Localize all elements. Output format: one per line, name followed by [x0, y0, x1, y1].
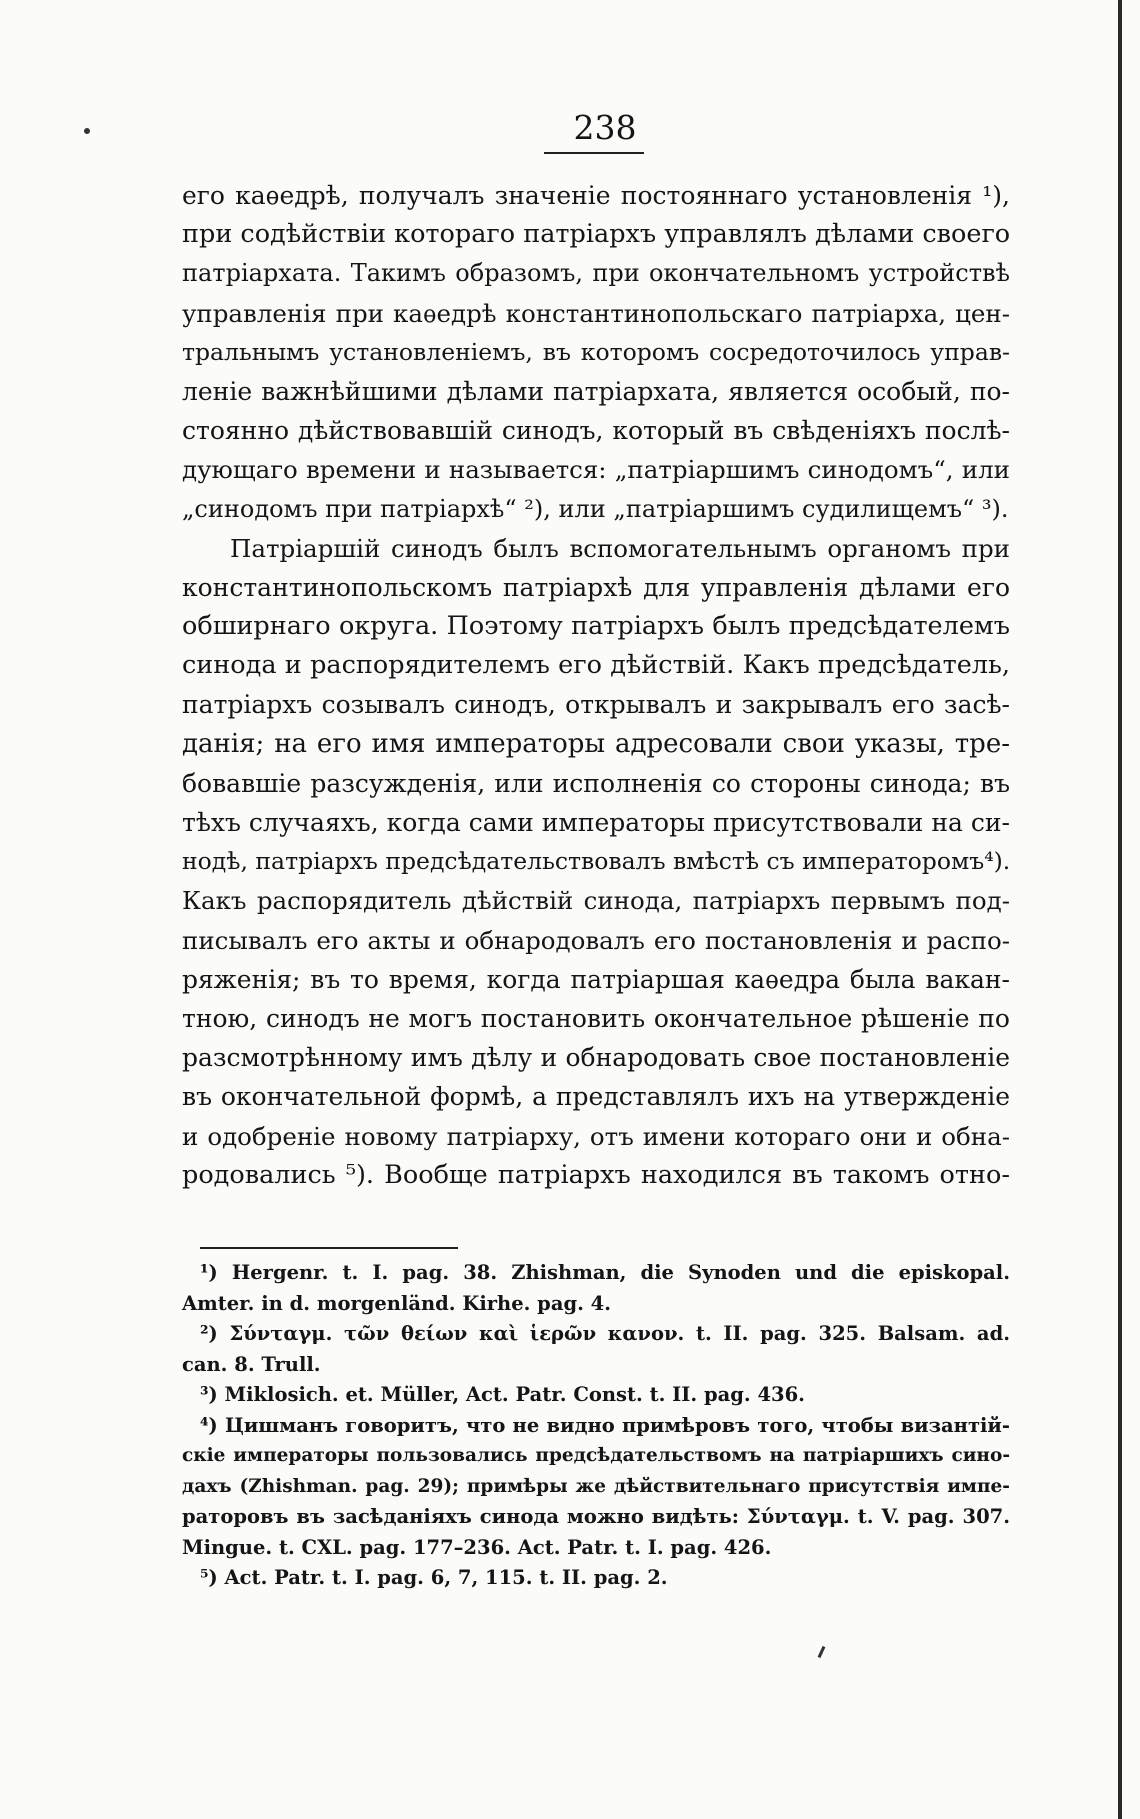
text-line: ряженія; въ то время, когда патріаршая каѳедра была вакан-	[182, 964, 1010, 994]
footnote-line: Amter. in d. morgenländ. Kirhe. pag. 4.	[182, 1291, 612, 1315]
footnotes	[182, 1258, 1010, 1594]
main-text	[182, 176, 1010, 1195]
text-line: въ окончательной формѣ, а представлялъ ихъ на утвержденіе	[182, 1082, 1010, 1112]
text-line: стоянно дѣйствовавшій синодъ, который въ свѣденіяхъ послѣ-	[182, 416, 1010, 446]
paragraph-start-line: Патріаршій синодъ былъ вспомогательнымъ органомъ при	[230, 533, 1010, 563]
footnote-line: ⁵) Act. Patr. t. I. pag. 6, 7, 115. t. II. pag. 2.	[200, 1566, 668, 1589]
text-line: синода и распорядителемъ его дѣйствій. Какъ предсѣдатель,	[182, 650, 1010, 681]
footnote-line: раторовъ въ засѣданіяхъ синода можно видѣть: Σύνταγμ. t. V. pag. 307.	[182, 1505, 1010, 1528]
text-line: его каѳедрѣ, получалъ значеніе постояннаго установленія ¹),	[182, 181, 1010, 210]
text-line: и одобреніе новому патріарху, отъ имени котораго они и обна-	[182, 1121, 1010, 1151]
text-line: родовались ⁵). Вообще патріархъ находился въ такомъ отно-	[182, 1159, 1010, 1190]
text-line: Какъ распорядитель дѣйствій синода, патріархъ первымъ под-	[182, 886, 1010, 916]
footnote-line: ⁴) Цишманъ говоритъ, что не видно примѣровъ того, чтобы византій-	[200, 1413, 1010, 1437]
text-line: разсмотрѣнному имъ дѣлу и обнародовать свое постановленіе	[182, 1043, 1010, 1073]
footnote-line: Mingue. t. CXL. pag. 177–236. Act. Patr. t. I. pag. 426.	[182, 1535, 772, 1559]
text-line: данія; на его имя императоры адресовали свои указы, тре-	[182, 728, 1010, 759]
text-line: управленія при каѳедрѣ константинопольскаго патріарха, цен-	[182, 298, 1010, 328]
page-edge-line	[1118, 0, 1122, 1819]
text-line: тральнымъ установленіемъ, въ которомъ сосредоточилось управ-	[182, 337, 1010, 366]
footnote-line: ¹) Hergenr. t. I. pag. 38. Zhishman, die Synoden und die episkopal.	[200, 1261, 1010, 1284]
page-number-rule	[544, 152, 644, 154]
text-line: при содѣйствіи котораго патріархъ управлялъ дѣлами своего	[182, 219, 1011, 250]
margin-dot	[84, 128, 90, 134]
text-line: тѣхъ случаяхъ, когда сами императоры присутствовали на си-	[182, 808, 1010, 837]
page-number: 238	[573, 108, 637, 147]
stray-ink-mark	[818, 1646, 826, 1658]
text-line: леніе важнѣйшими дѣлами патріархата, является особый, по-	[182, 376, 1010, 406]
text-line: бовавшіе разсужденія, или исполненія со стороны синода; въ	[182, 768, 1010, 798]
text-line: патріархата. Такимъ образомъ, при окончательномъ устройствѣ	[182, 259, 1010, 288]
text-line: константинопольскомъ патріархѣ для управленія дѣлами его	[182, 572, 1010, 602]
text-line: патріархъ созывалъ синодъ, открывалъ и закрывалъ его засѣ-	[182, 690, 1010, 720]
text-line: писывалъ его акты и обнародовалъ его постановленія и распо-	[182, 925, 1010, 955]
footnote-line: can. 8. Trull.	[182, 1352, 321, 1376]
text-line: „синодомъ при патріархѣ“ ²), или „патріаршимъ судилищемъ“ ³).	[182, 494, 1009, 523]
text-line: тною, синодъ не могъ постановить окончательное рѣшеніе по	[182, 1003, 1010, 1033]
footnote-line: ³) Miklosich. et. Müller, Act. Patr. Const. t. II. pag. 436.	[200, 1383, 805, 1406]
text-line: нодѣ, патріархъ предсѣдательствовалъ вмѣстѣ съ императоромъ⁴).	[182, 847, 1011, 876]
text-line: дующаго времени и называется: „патріаршимъ синодомъ“, или	[182, 455, 1010, 485]
footnote-separator	[200, 1247, 458, 1249]
footnote-line: ²) Σύνταγμ. τῶν θείων καὶ ἱερῶν κανον. t. II. pag. 325. Balsam. ad.	[200, 1322, 1010, 1345]
text-line: обширнаго округа. Поэтому патріархъ былъ предсѣдателемъ	[182, 611, 1010, 642]
footnote-line: дахъ (Zhishman. pag. 29); примѣры же дѣйствительнаго присутствія импе-	[182, 1475, 1010, 1497]
footnote-line: скіе императоры пользовались предсѣдательствомъ на патріаршихъ сино-	[182, 1445, 1010, 1466]
